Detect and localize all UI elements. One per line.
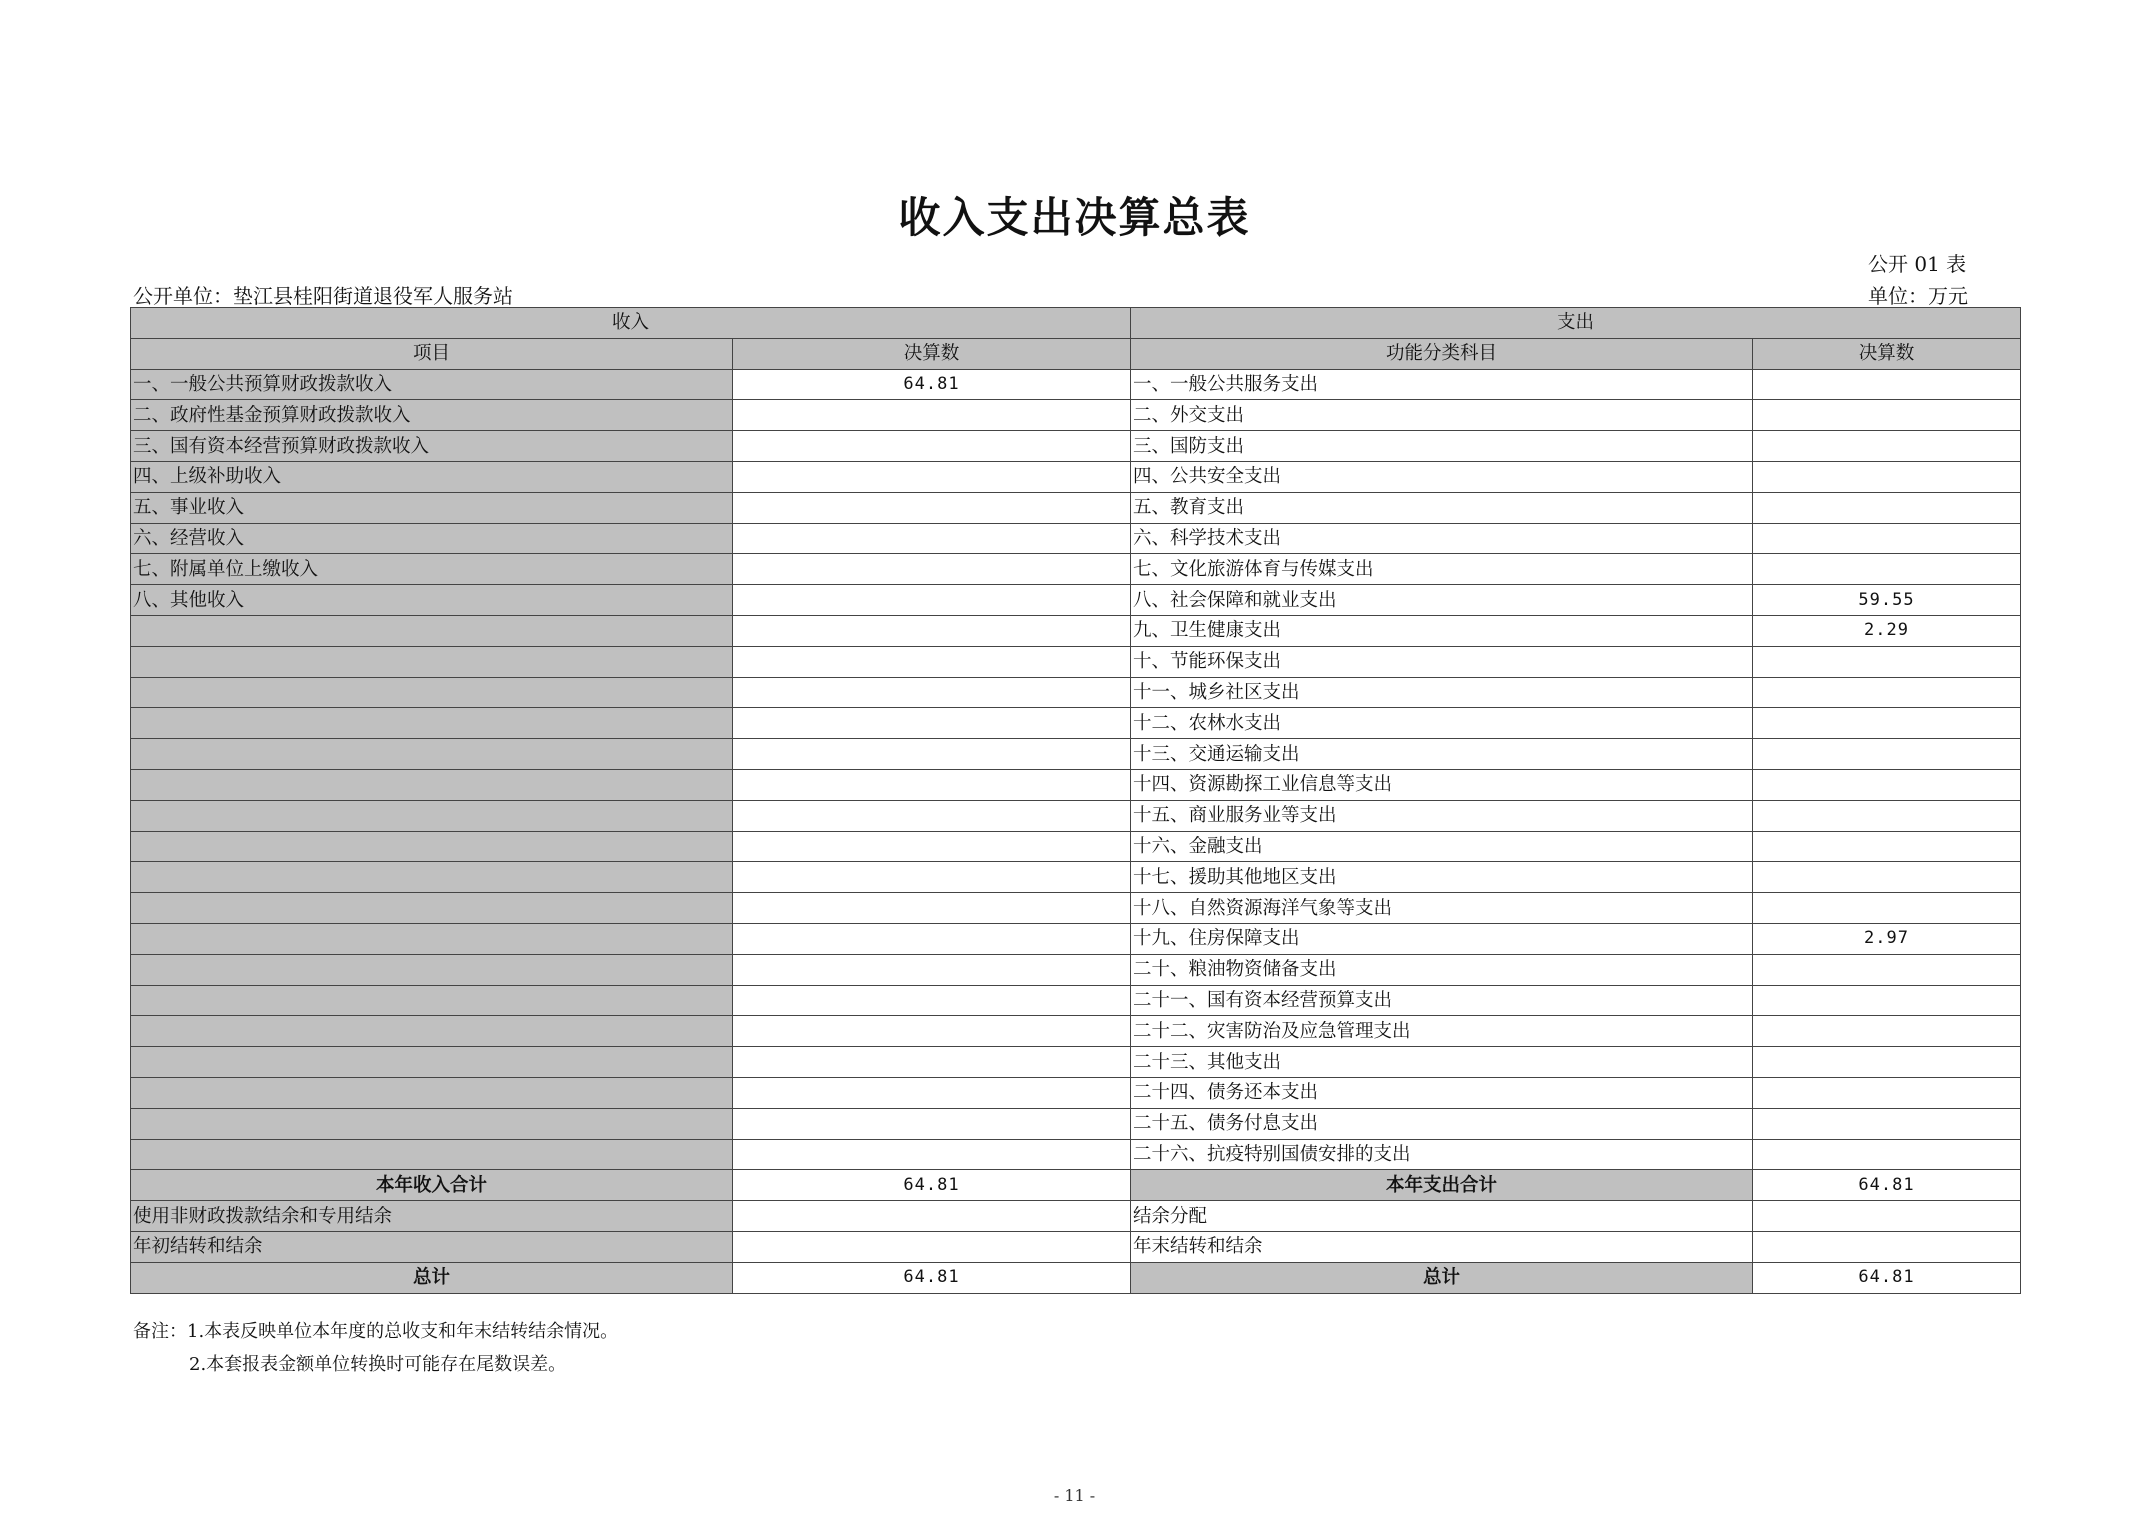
expense-item-cell: 十四、资源勘探工业信息等支出: [1131, 769, 1753, 800]
income-amount-cell: [733, 1139, 1131, 1170]
income-item-cell: [131, 677, 733, 708]
income-item-cell: 五、事业收入: [131, 492, 733, 523]
expense-item-cell: 二十六、抗疫特别国债安排的支出: [1131, 1139, 1753, 1170]
year-expense-total-label: 本年支出合计: [1131, 1170, 1753, 1201]
income-amount-cell: [733, 739, 1131, 770]
expense-item-cell: 十八、自然资源海洋气象等支出: [1131, 893, 1753, 924]
expense-item-cell: 七、文化旅游体育与传媒支出: [1131, 554, 1753, 585]
function-column-header: 功能分类科目: [1131, 338, 1753, 369]
table-row: [131, 1016, 2021, 1047]
table-row: [131, 769, 2021, 800]
table-row: [131, 893, 2021, 924]
grand-total-expense-label: 总计: [1131, 1262, 1753, 1293]
income-item-cell: [131, 831, 733, 862]
item-column-header: 项目: [131, 338, 733, 369]
expense-amount-cell: [1753, 954, 2021, 985]
expense-item-cell: 十二、农林水支出: [1131, 708, 1753, 739]
table-row: [131, 554, 2021, 585]
nonfiscal-row: [131, 1201, 2021, 1232]
expense-amount-cell: [1753, 862, 2021, 893]
income-item-cell: 二、政府性基金预算财政拨款收入: [131, 400, 733, 431]
table-row: [131, 708, 2021, 739]
income-amount-cell: [733, 677, 1131, 708]
income-item-cell: 八、其他收入: [131, 585, 733, 616]
table-row: [131, 400, 2021, 431]
expense-item-cell: 二十二、灾害防治及应急管理支出: [1131, 1016, 1753, 1047]
reporting-unit: 公开单位：垫江县桂阳街道退役军人服务站: [133, 284, 513, 308]
expense-amount-cell: [1753, 1108, 2021, 1139]
income-item-cell: [131, 646, 733, 677]
table-row: [131, 646, 2021, 677]
expense-item-cell: 十一、城乡社区支出: [1131, 677, 1753, 708]
table-row: [131, 739, 2021, 770]
surplus-label: 结余分配: [1131, 1201, 1753, 1232]
expense-item-cell: 二十三、其他支出: [1131, 1047, 1753, 1078]
income-amount-cell: [733, 585, 1131, 616]
income-item-cell: [131, 615, 733, 646]
expense-item-cell: 二、外交支出: [1131, 400, 1753, 431]
income-item-cell: 一、一般公共预算财政拨款收入: [131, 369, 733, 400]
expense-item-cell: 二十五、债务付息支出: [1131, 1108, 1753, 1139]
income-item-cell: [131, 954, 733, 985]
income-amount-cell: [733, 985, 1131, 1016]
income-amount-cell: [733, 923, 1131, 954]
year-total-row: [131, 1170, 2021, 1201]
income-amount-cell: [733, 554, 1131, 585]
page-number: - 11 -: [1053, 1486, 1096, 1505]
expense-amount-cell: [1753, 369, 2021, 400]
end-carryover-label: 年末结转和结余: [1131, 1231, 1753, 1262]
column-header-row: [131, 338, 2021, 369]
expense-item-cell: 九、卫生健康支出: [1131, 615, 1753, 646]
expense-amount-cell: [1753, 1139, 2021, 1170]
nonfiscal-value: [733, 1201, 1131, 1232]
expense-amount-cell: [1753, 492, 2021, 523]
income-item-cell: 六、经营收入: [131, 523, 733, 554]
income-amount-cell: [733, 893, 1131, 924]
table-row: [131, 461, 2021, 492]
income-amount-cell: [733, 1077, 1131, 1108]
note-line-1: 备注：1.本表反映单位本年度的总收支和年末结转结余情况。: [133, 1321, 619, 1342]
table-row: [131, 923, 2021, 954]
income-amount-cell: [733, 523, 1131, 554]
income-item-cell: 三、国有资本经营预算财政拨款收入: [131, 431, 733, 462]
income-item-cell: [131, 893, 733, 924]
table-row: [131, 954, 2021, 985]
year-income-total-value: 64.81: [733, 1170, 1131, 1201]
nonfiscal-label: 使用非财政拨款结余和专用结余: [131, 1201, 733, 1232]
expense-amount-cell: [1753, 893, 2021, 924]
expense-item-cell: 五、教育支出: [1131, 492, 1753, 523]
expense-amount-cell: [1753, 461, 2021, 492]
income-amount-cell: [733, 646, 1131, 677]
expense-amount-cell: 2.97: [1753, 923, 2021, 954]
expense-item-cell: 二十一、国有资本经营预算支出: [1131, 985, 1753, 1016]
table-row: [131, 1077, 2021, 1108]
surplus-value: [1753, 1201, 2021, 1232]
income-amount-cell: [733, 431, 1131, 462]
income-amount-cell: [733, 492, 1131, 523]
expense-section-header: 支出: [1131, 308, 2021, 339]
expense-amount-cell: [1753, 985, 2021, 1016]
table-row: [131, 492, 2021, 523]
income-item-cell: [131, 708, 733, 739]
table-row: [131, 615, 2021, 646]
begin-carryover-label: 年初结转和结余: [131, 1231, 733, 1262]
page-title: 收入支出决算总表: [898, 193, 1251, 242]
income-section-header: 收入: [131, 308, 1131, 339]
income-amount-cell: [733, 615, 1131, 646]
table-row: [131, 1108, 2021, 1139]
income-amount-cell: [733, 708, 1131, 739]
expense-item-cell: 一、一般公共服务支出: [1131, 369, 1753, 400]
table-row: [131, 1139, 2021, 1170]
amount-column-header: 决算数: [733, 338, 1131, 369]
begin-carryover-value: [733, 1231, 1131, 1262]
expense-amount-cell: [1753, 400, 2021, 431]
expense-item-cell: 六、科学技术支出: [1131, 523, 1753, 554]
income-amount-cell: [733, 862, 1131, 893]
income-item-cell: [131, 1139, 733, 1170]
budget-summary-table: [130, 307, 2021, 1294]
expense-item-cell: 十、节能环保支出: [1131, 646, 1753, 677]
expense-amount-cell: [1753, 677, 2021, 708]
income-amount-cell: [733, 1047, 1131, 1078]
expense-amount-cell: 2.29: [1753, 615, 2021, 646]
table-row: [131, 831, 2021, 862]
expense-item-cell: 三、国防支出: [1131, 431, 1753, 462]
income-amount-cell: 64.81: [733, 369, 1131, 400]
expense-item-cell: 十五、商业服务业等支出: [1131, 800, 1753, 831]
income-item-cell: [131, 769, 733, 800]
expense-amount-cell: [1753, 431, 2021, 462]
income-item-cell: [131, 985, 733, 1016]
form-number: 公开 01 表: [1868, 252, 1967, 276]
grand-total-expense-value: 64.81: [1753, 1262, 2021, 1293]
income-amount-cell: [733, 954, 1131, 985]
end-carryover-value: [1753, 1231, 2021, 1262]
section-header-row: [131, 308, 2021, 339]
income-item-cell: [131, 923, 733, 954]
table-row: [131, 523, 2021, 554]
income-item-cell: [131, 1077, 733, 1108]
income-amount-cell: [733, 461, 1131, 492]
income-item-cell: [131, 800, 733, 831]
year-expense-total-value: 64.81: [1753, 1170, 2021, 1201]
currency-unit: 单位：万元: [1868, 284, 1968, 308]
income-amount-cell: [733, 831, 1131, 862]
expense-item-cell: 十六、金融支出: [1131, 831, 1753, 862]
expense-amount-cell: [1753, 554, 2021, 585]
year-income-total-label: 本年收入合计: [131, 1170, 733, 1201]
note-line-2: 2.本套报表金额单位转换时可能存在尾数误差。: [189, 1354, 567, 1375]
notes: [133, 1315, 618, 1381]
income-item-cell: [131, 1108, 733, 1139]
income-item-cell: [131, 1016, 733, 1047]
income-item-cell: 四、上级补助收入: [131, 461, 733, 492]
expense-amount-cell: [1753, 769, 2021, 800]
table-row: [131, 369, 2021, 400]
grand-total-income-value: 64.81: [733, 1262, 1131, 1293]
amount2-column-header: 决算数: [1753, 338, 2021, 369]
table-row: [131, 1047, 2021, 1078]
expense-item-cell: 四、公共安全支出: [1131, 461, 1753, 492]
expense-amount-cell: [1753, 646, 2021, 677]
income-amount-cell: [733, 769, 1131, 800]
income-item-cell: [131, 739, 733, 770]
expense-item-cell: 二十、粮油物资储备支出: [1131, 954, 1753, 985]
expense-amount-cell: [1753, 831, 2021, 862]
expense-amount-cell: [1753, 523, 2021, 554]
table-row: [131, 862, 2021, 893]
expense-amount-cell: [1753, 708, 2021, 739]
expense-amount-cell: [1753, 1016, 2021, 1047]
income-amount-cell: [733, 1108, 1131, 1139]
table-row: [131, 585, 2021, 616]
income-item-cell: [131, 862, 733, 893]
expense-amount-cell: [1753, 1047, 2021, 1078]
income-amount-cell: [733, 400, 1131, 431]
expense-item-cell: 十七、援助其他地区支出: [1131, 862, 1753, 893]
expense-amount-cell: [1753, 739, 2021, 770]
expense-amount-cell: 59.55: [1753, 585, 2021, 616]
table-row: [131, 985, 2021, 1016]
carryover-row: [131, 1231, 2021, 1262]
income-amount-cell: [733, 1016, 1131, 1047]
grand-total-income-label: 总计: [131, 1262, 733, 1293]
expense-item-cell: 八、社会保障和就业支出: [1131, 585, 1753, 616]
income-item-cell: 七、附属单位上缴收入: [131, 554, 733, 585]
table-row: [131, 677, 2021, 708]
grand-total-row: [131, 1262, 2021, 1293]
income-amount-cell: [733, 800, 1131, 831]
expense-item-cell: 二十四、债务还本支出: [1131, 1077, 1753, 1108]
income-item-cell: [131, 1047, 733, 1078]
expense-amount-cell: [1753, 800, 2021, 831]
table-row: [131, 431, 2021, 462]
expense-item-cell: 十九、住房保障支出: [1131, 923, 1753, 954]
expense-item-cell: 十三、交通运输支出: [1131, 739, 1753, 770]
expense-amount-cell: [1753, 1077, 2021, 1108]
table-row: [131, 800, 2021, 831]
